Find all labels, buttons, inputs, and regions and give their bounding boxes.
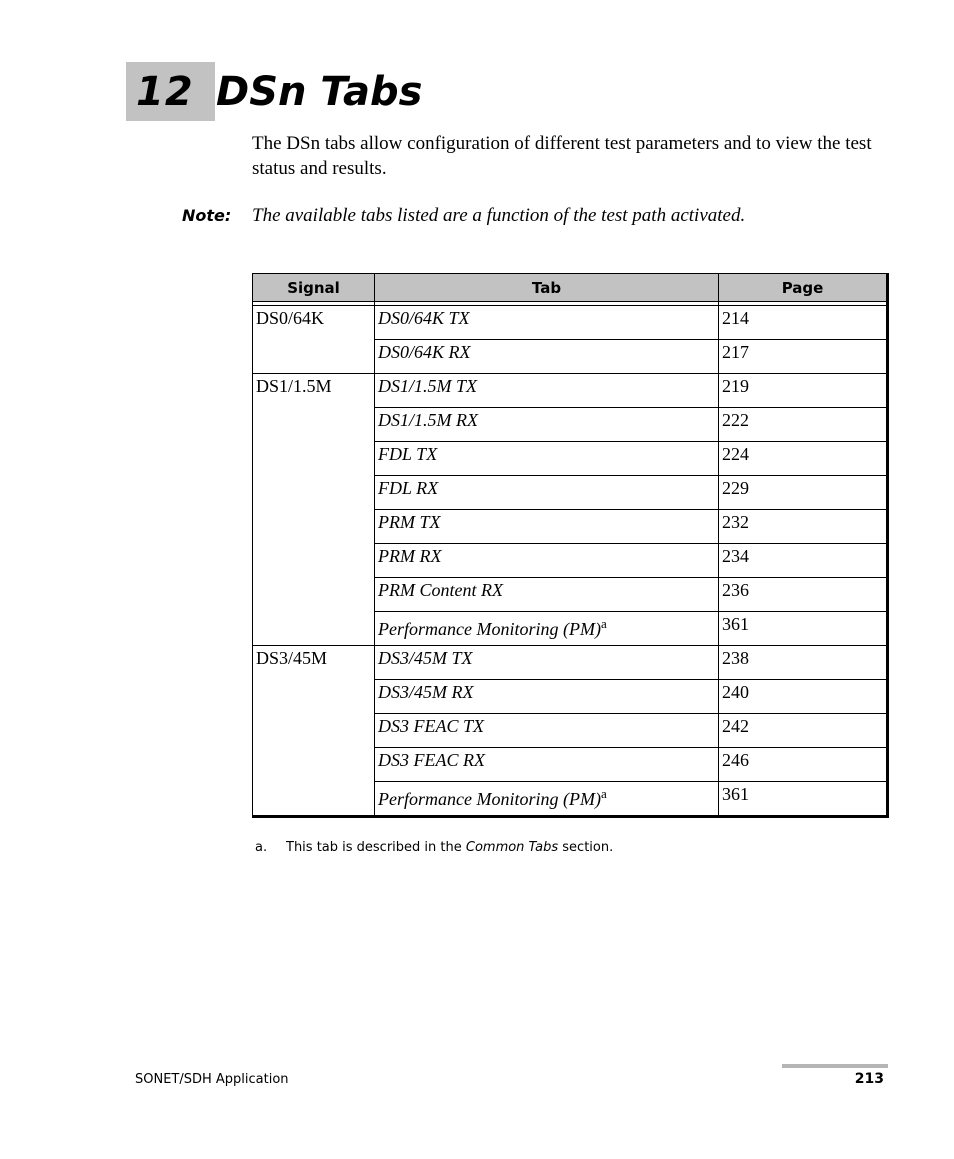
tab-name: DS0/64K TX xyxy=(378,308,470,328)
page-cell: 229 xyxy=(719,476,888,510)
page-cell: 214 xyxy=(719,306,888,340)
footnote-text-before: This tab is described in the xyxy=(286,840,466,855)
header-signal: Signal xyxy=(253,274,375,302)
intro-paragraph: The DSn tabs allow configuration of different test parameters and to view the test status and results. xyxy=(252,133,872,179)
tab-cell xyxy=(375,408,719,442)
note-text: The available tabs listed are a function of the test path activated. xyxy=(252,205,746,226)
header-page: Page xyxy=(719,274,888,302)
tab-cell xyxy=(375,476,719,510)
page-cell: 236 xyxy=(719,578,888,612)
table-row xyxy=(253,374,888,408)
page-cell: 361 xyxy=(719,612,888,646)
page-cell: 246 xyxy=(719,748,888,782)
tab-name: DS3 FEAC RX xyxy=(378,750,485,770)
tab-cell xyxy=(375,374,719,408)
chapter-title: DSn Tabs xyxy=(216,69,423,115)
tab-cell xyxy=(375,782,719,817)
table-footnote xyxy=(255,838,613,858)
tab-cell xyxy=(375,748,719,782)
note-label: Note: xyxy=(182,206,232,225)
page-cell: 219 xyxy=(719,374,888,408)
tab-cell xyxy=(375,646,719,680)
page-cell: 232 xyxy=(719,510,888,544)
header-tab: Tab xyxy=(375,274,719,302)
tab-cell xyxy=(375,714,719,748)
tab-name: DS0/64K RX xyxy=(378,342,471,362)
tab-name: FDL TX xyxy=(378,444,438,464)
dsn-tabs-table xyxy=(252,273,889,818)
page-cell: 242 xyxy=(719,714,888,748)
tab-cell xyxy=(375,442,719,476)
tab-cell xyxy=(375,306,719,340)
tab-cell xyxy=(375,544,719,578)
tab-cell xyxy=(375,340,719,374)
page-cell: 240 xyxy=(719,680,888,714)
tab-cell xyxy=(375,680,719,714)
signal-cell: DS3/45M xyxy=(253,646,375,817)
tab-name: PRM TX xyxy=(378,512,441,532)
page-cell: 224 xyxy=(719,442,888,476)
tab-cell xyxy=(375,612,719,646)
tab-name: PRM Content RX xyxy=(378,580,503,600)
tab-name: DS3/45M RX xyxy=(378,682,474,702)
tab-cell xyxy=(375,578,719,612)
page-cell: 361 xyxy=(719,782,888,817)
page-cell: 238 xyxy=(719,646,888,680)
table-body xyxy=(253,302,888,817)
table-row xyxy=(253,646,888,680)
tab-name: Performance Monitoring (PM) xyxy=(378,789,601,809)
signal-cell: DS1/1.5M xyxy=(253,374,375,646)
signal-cell: DS0/64K xyxy=(253,306,375,374)
tab-name: PRM RX xyxy=(378,546,442,566)
tab-name: DS3/45M TX xyxy=(378,648,473,668)
footnote-mark: a. xyxy=(255,840,268,855)
footnote-reference: a xyxy=(600,616,607,631)
footer-page-number: 213 xyxy=(854,1071,884,1087)
page-cell: 222 xyxy=(719,408,888,442)
page-cell: 217 xyxy=(719,340,888,374)
tab-name: DS3 FEAC TX xyxy=(378,716,484,736)
footnote-reference: a xyxy=(600,786,607,801)
table-header-row xyxy=(253,274,888,302)
tab-name: FDL RX xyxy=(378,478,439,498)
chapter-number: 12 xyxy=(136,69,194,115)
footnote-text-after: section. xyxy=(558,840,614,855)
page-cell: 234 xyxy=(719,544,888,578)
tab-name: Performance Monitoring (PM) xyxy=(378,619,601,639)
table-row xyxy=(253,306,888,340)
footnote-emphasis: Common Tabs xyxy=(465,840,559,855)
tab-name: DS1/1.5M RX xyxy=(378,410,478,430)
footer-document-title: SONET/SDH Application xyxy=(135,1072,289,1087)
tab-cell xyxy=(375,510,719,544)
tab-name: DS1/1.5M TX xyxy=(378,376,477,396)
